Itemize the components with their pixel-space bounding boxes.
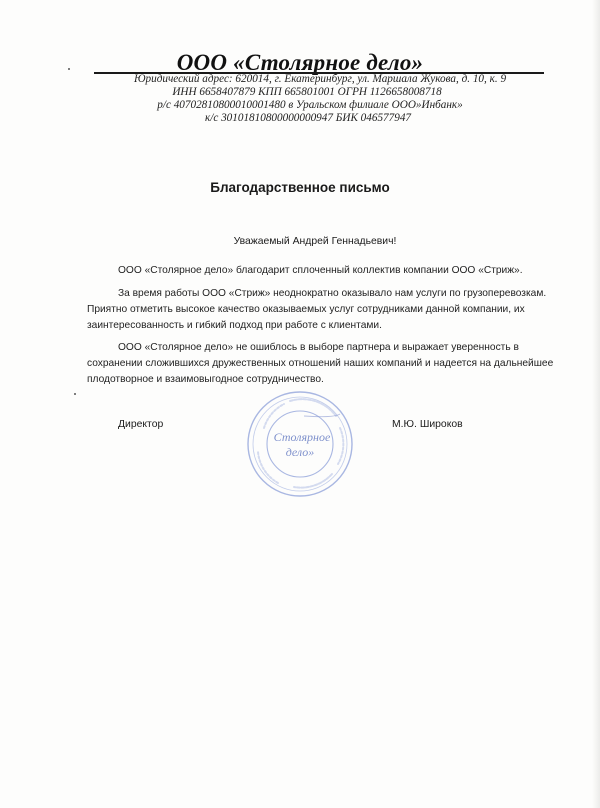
paragraph-3-line-1: ООО «Столярное дело» не ошиблось в выборе партнера и выражает уверенность в bbox=[118, 342, 519, 353]
paragraph-2-line-2: Приятно отметить высокое качество оказываемых услуг сотрудниками данной компании, их bbox=[87, 304, 525, 315]
letterhead-bank-account: р/с 40702810800010001480 в Уральском филиале ООО»Инбанк» bbox=[157, 99, 463, 111]
letterhead-registration: ИНН 6658407879 КПП 665801001 ОГРН 1126658008718 bbox=[172, 86, 442, 98]
document-title: Благодарственное письмо bbox=[210, 180, 390, 195]
scan-speck bbox=[74, 393, 76, 395]
paragraph-3-line-3: плодотворное и взаимовыгодное сотрудничество. bbox=[87, 374, 324, 385]
company-name: ООО «Столярное дело» bbox=[176, 50, 424, 75]
signatory-role: Директор bbox=[118, 419, 164, 430]
company-stamp bbox=[244, 388, 356, 498]
stamp-text-line-1: Столярное bbox=[273, 430, 331, 444]
paragraph-2-line-1: За время работы ООО «Стриж» неоднократно оказывало нам услуги по грузоперевозкам. bbox=[118, 288, 547, 299]
paragraph-1: ООО «Столярное дело» благодарит сплоченный коллектив компании ООО «Стриж». bbox=[118, 265, 523, 276]
scan-speck bbox=[68, 68, 70, 70]
paragraph-3-line-2: сохранении сложившихся дружественных отношений наших компаний и надеется на дальнейшее bbox=[87, 358, 554, 369]
greeting: Уважаемый Андрей Геннадьевич! bbox=[233, 236, 397, 247]
paragraph-2-line-3: заинтересованность и гибкий подход при работе с клиентами. bbox=[87, 320, 382, 331]
letterhead-address: Юридический адрес: 620014, г. Екатеринбург, ул. Маршала Жукова, д. 10, к. 9 bbox=[133, 73, 507, 85]
signatory-name: М.Ю. Широков bbox=[392, 419, 463, 430]
stamp-text-line-2: дело» bbox=[285, 445, 315, 459]
letterhead-corr-account: к/с 30101810800000000947 БИК 046577947 bbox=[204, 112, 412, 124]
